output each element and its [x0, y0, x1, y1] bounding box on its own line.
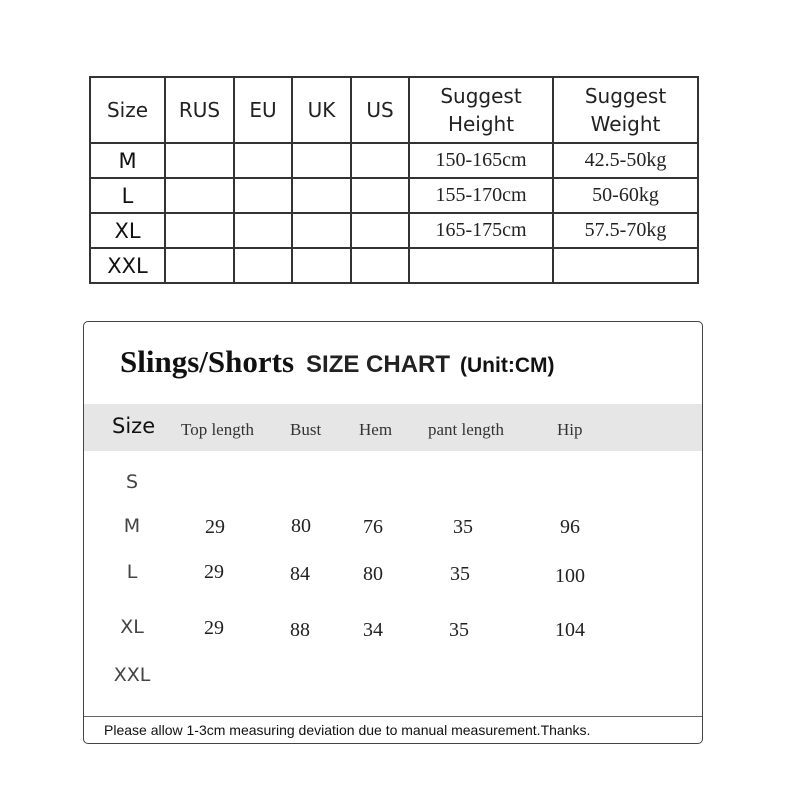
- conversion-header-row: [90, 77, 698, 143]
- column-header-band: [84, 404, 702, 451]
- size-chart-panel: Slings/Shorts SIZE CHART (Unit:CM) Size Top length Bust Hem pant length Hip S M 29 80 76 35 96 L 29 84 80 35 100 XL 29 88 34 35 104 XXL Please allow 1-3cm measuring deviation due to manual measurement.Thanks.: [83, 321, 703, 744]
- size-conversion-table: [89, 76, 699, 284]
- header-size: Size: [90, 77, 165, 143]
- header-suggest-height: Suggest Height: [409, 77, 553, 143]
- size-cell: M: [90, 143, 165, 178]
- us-cell: [351, 213, 409, 248]
- table-row: [90, 248, 698, 283]
- uk-cell: [292, 178, 351, 213]
- eu-cell: [234, 143, 292, 178]
- header-uk: UK: [292, 77, 351, 143]
- uk-cell: [292, 143, 351, 178]
- uk-cell: [292, 248, 351, 283]
- height-cell: [409, 248, 553, 283]
- column-header-size: Size: [112, 414, 156, 438]
- column-header-bust: Bust: [290, 420, 322, 439]
- title-unit: (Unit:CM): [460, 354, 555, 377]
- height-cell: 155-170cm: [409, 178, 553, 213]
- header-eu: EU: [234, 77, 292, 143]
- us-cell: [351, 178, 409, 213]
- weight-cell: 57.5-70kg: [553, 213, 698, 248]
- eu-cell: [234, 178, 292, 213]
- weight-cell: [553, 248, 698, 283]
- column-header-pant-length: pant length: [428, 420, 505, 439]
- size-cell: XL: [90, 213, 165, 248]
- title-size-chart: SIZE CHART: [306, 351, 451, 378]
- rus-cell: [165, 213, 234, 248]
- us-cell: [351, 143, 409, 178]
- header-us: US: [351, 77, 409, 143]
- rus-cell: [165, 248, 234, 283]
- footer-divider: [84, 716, 702, 717]
- header-rus: RUS: [165, 77, 234, 143]
- table-row: [90, 143, 698, 178]
- eu-cell: [234, 248, 292, 283]
- size-chart-title: [120, 344, 554, 380]
- height-cell: 150-165cm: [409, 143, 553, 178]
- column-header-hem: Hem: [359, 420, 393, 439]
- header-suggest-weight: Suggest Weight: [553, 77, 698, 143]
- column-header-top-length: Top length: [181, 420, 254, 439]
- uk-cell: [292, 213, 351, 248]
- weight-cell: 50-60kg: [553, 178, 698, 213]
- table-row: [90, 178, 698, 213]
- eu-cell: [234, 213, 292, 248]
- table-row: [90, 213, 698, 248]
- weight-cell: 42.5-50kg: [553, 143, 698, 178]
- rus-cell: [165, 178, 234, 213]
- column-header-hip: Hip: [557, 420, 583, 439]
- title-product: Slings/Shorts: [120, 344, 295, 379]
- measurement-footnote: Please allow 1-3cm measuring deviation due to manual measurement.Thanks.: [104, 722, 591, 738]
- rus-cell: [165, 143, 234, 178]
- size-cell: XXL: [90, 248, 165, 283]
- height-cell: 165-175cm: [409, 213, 553, 248]
- size-cell: L: [90, 178, 165, 213]
- us-cell: [351, 248, 409, 283]
